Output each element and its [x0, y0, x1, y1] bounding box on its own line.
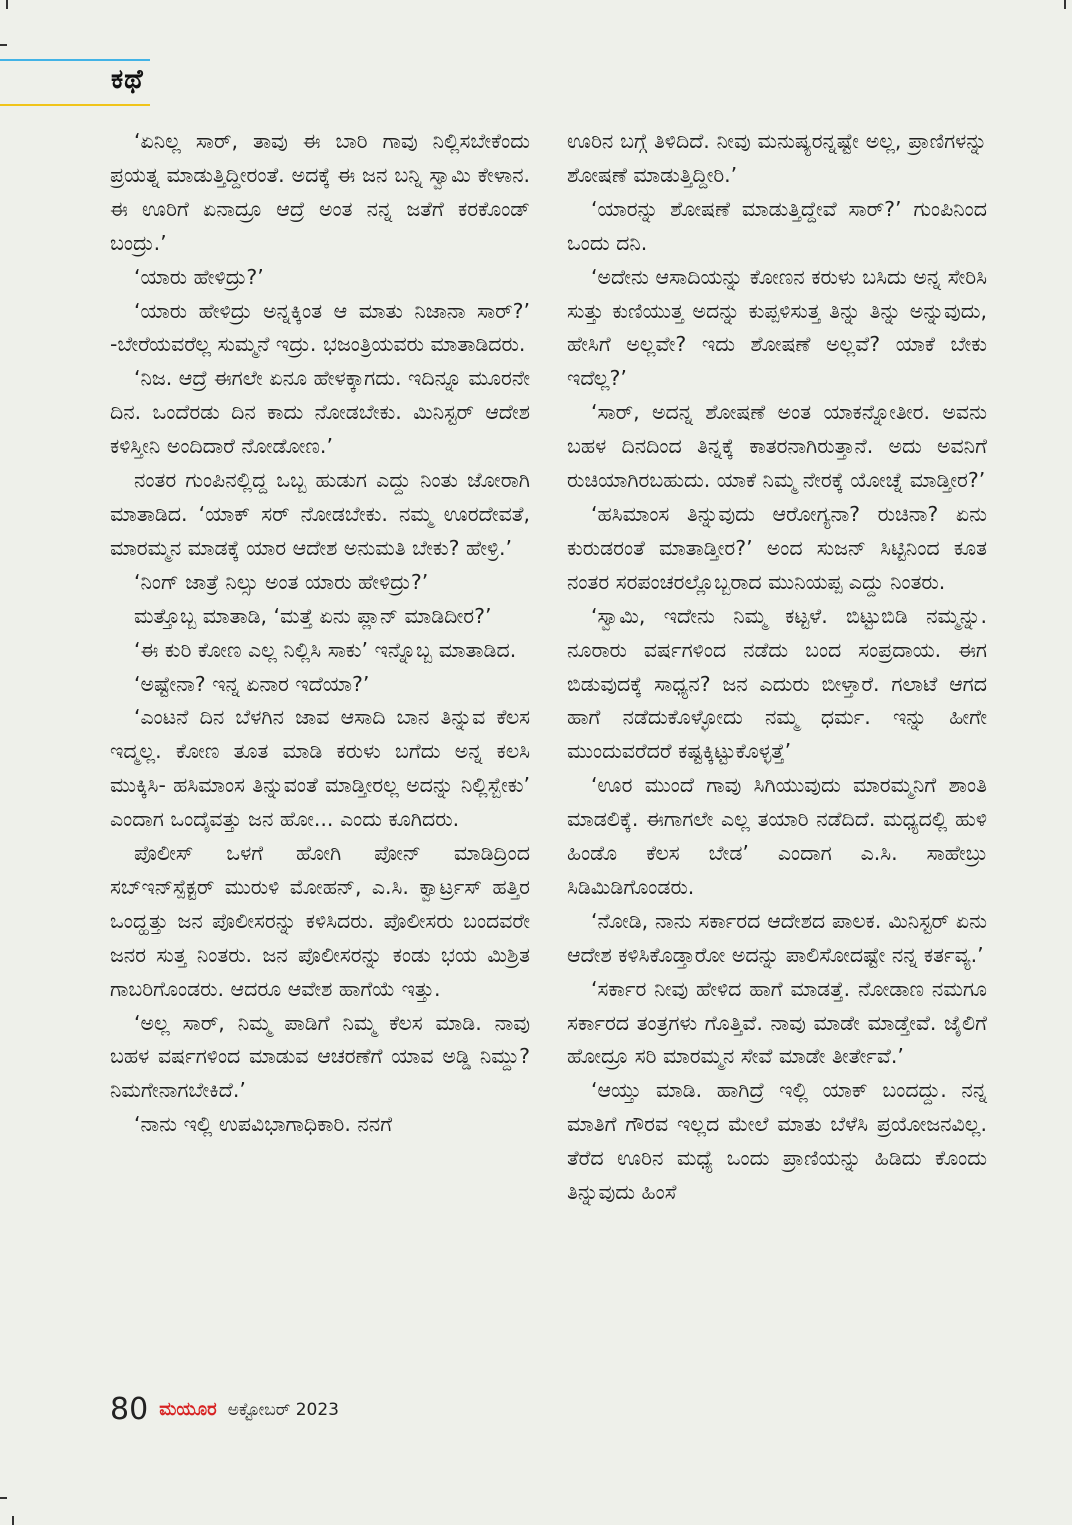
crop-mark-bottom-left	[12, 1516, 14, 1525]
paragraph: ‘ಅಲ್ಲ ಸಾರ್, ನಿಮ್ಮ ಪಾಡಿಗೆ ನಿಮ್ಮ ಕೆಲಸ ಮಾಡಿ. ನಾವು ಬಹಳ ವರ್ಷಗಳಿಂದ ಮಾಡುವ ಆಚರಣೆಗೆ ಯಾವ ಅಡ್ಡಿ ನಿಮ್ದು? ನಿಮಗೇನಾಗಬೇಕಿದೆ.’	[110, 1010, 530, 1103]
paragraph: ಪೊಲೀಸ್ ಒಳಗೆ ಹೋಗಿ ಪೋನ್ ಮಾಡಿದ್ರಿಂದ ಸಬ್‌ಇನ್‌ಸ್ಪೆಕ್ಟರ್ ಮುರುಳಿ ಮೋಹನ್, ಎ.ಸಿ. ಕ್ವಾರ್ಟ್ರಸ್ ಹತ್ತಿರ ಒಂದ್ಹತ್ತು ಜನ ಪೊಲೀಸರನ್ನು ಕಳಿಸಿದರು. ಪೊಲೀಸರು ಬಂದವರೇ ಜನರ ಸುತ್ತ ನಿಂತರು. ಜನ ಪೊಲೀಸರನ್ನು ಕಂಡು ಭಯ ಮಿಶ್ರಿತ ಗಾಬರಿಗೊಂಡರು. ಆದರೂ ಆವೇಶ ಹಾಗೆಯೆ ಇತ್ತು.	[110, 841, 530, 1001]
paragraph: ‘ನೋಡಿ, ನಾನು ಸರ್ಕಾರದ ಆದೇಶದ ಪಾಲಕ. ಮಿನಿಸ್ಟರ್ ಏನು ಆದೇಶ ಕಳಿಸಿಕೊಡ್ತಾರೋ ಅದನ್ನು ಪಾಲಿಸೋದಷ್ಟೇ ನನ್ನ ಕರ್ತವ್ಯ.’	[567, 908, 987, 967]
section-label: ಕಥೆ	[111, 64, 144, 95]
paragraph: ‘ಯಾರನ್ನು ಶೋಷಣೆ ಮಾಡುತ್ತಿದ್ದೇವೆ ಸಾರ್?’ ಗುಂಪಿನಿಂದ ಒಂದು ದನಿ.	[567, 196, 987, 255]
page-number: 80	[110, 1392, 149, 1427]
paragraph: ‘ಸಾರ್, ಅದನ್ನ ಶೋಷಣೆ ಅಂತ ಯಾಕನ್ನೋತೀರ. ಅವನು ಬಹಳ ದಿನದಿಂದ ತಿನ್ನಕ್ಕೆ ಕಾತರನಾಗಿರುತ್ತಾನೆ. ಅದು ಅವನಿಗೆ ರುಚಿಯಾಗಿರಬಹುದು. ಯಾಕೆ ನಿಮ್ಮ ನೇರಕ್ಕೆ ಯೋಚ್ನೆ ಮಾಡ್ತೀರ?’	[567, 400, 987, 493]
paragraph: ‘ಅಷ್ಟೇನಾ? ಇನ್ನ ಏನಾರ ಇದೆಯಾ?’	[134, 671, 370, 696]
crop-mark-top-left	[6, 0, 8, 9]
left-column	[110, 125, 530, 1142]
paragraph: ‘ಎಂಟನೆ ದಿನ ಬೆಳಗಿನ ಜಾವ ಆಸಾದಿ ಬಾನ ತಿನ್ನುವ ಕೆಲಸ ಇದ್ಮಲ್ಲ. ಕೋಣ ತೂತ ಮಾಡಿ ಕರುಳು ಬಗೆದು ಅನ್ನ ಕಲಸಿ ಮುಕ್ಕಿಸಿ- ಹಸಿಮಾಂಸ ತಿನ್ನುವಂತೆ ಮಾಡ್ತೀರಲ್ಲ ಅದನ್ನು ನಿಲ್ಲಿಸ್ಬೇಕು’ ಎಂದಾಗ ಒಂದೈವತ್ತು ಜನ ಹೋ... ಎಂದು ಕೂಗಿದರು.	[110, 705, 530, 832]
paragraph: ‘ಸ್ವಾಮಿ, ಇದೇನು ನಿಮ್ಮ ಕಟ್ಟಳೆ. ಬಿಟ್ಟುಬಿಡಿ ನಮ್ಮನ್ನು. ನೂರಾರು ವರ್ಷಗಳಿಂದ ನಡೆದು ಬಂದ ಸಂಪ್ರದಾಯ. ಈಗ ಬಿಡುವುದಕ್ಕೆ ಸಾಧ್ಯನ? ಜನ ಎದುರು ಬೀಳ್ತಾರೆ. ಗಲಾಟೆ ಆಗದ ಹಾಗೆ ನಡೆದುಕೊಳ್ಳೋದು ನಮ್ಮ ಧರ್ಮ. ಇನ್ನು ಹೀಗೇ ಮುಂದುವರೆದರೆ ಕಷ್ಟಕ್ಕಿಟ್ಟುಕೊಳ್ಳತ್ತೆ’	[567, 603, 987, 764]
right-column	[567, 125, 987, 1210]
paragraph: ‘ಹಸಿಮಾಂಸ ತಿನ್ನುವುದು ಆರೋಗ್ಯನಾ? ರುಚಿನಾ? ಏನು ಕುರುಡರಂತೆ ಮಾತಾಡ್ತೀರ?’ ಅಂದ ಸುಜನ್ ಸಿಟ್ಟಿನಿಂದ ಕೂತ ನಂತರ ಸರಪಂಚರಲ್ಲೊಬ್ಬರಾದ ಮುನಿಯಪ್ಪ ಎದ್ದು ನಿಂತರು.	[567, 501, 987, 594]
magazine-logo: ಮಯೂರ	[159, 1399, 217, 1420]
paragraph: ‘ಈ ಕುರಿ ಕೋಣ ಎಲ್ಲ ನಿಲ್ಲಿಸಿ ಸಾಕು’ ಇನ್ನೊಬ್ಬ ಮಾತಾಡಿದ.	[134, 637, 517, 662]
paragraph: ನಂತರ ಗುಂಪಿನಲ್ಲಿದ್ದ ಒಬ್ಬ ಹುಡುಗ ಎದ್ದು ನಿಂತು ಜೋರಾಗಿ ಮಾತಾಡಿದ. ‘ಯಾಕ್ ಸರ್ ನೋಡಬೇಕು. ನಮ್ಮ ಊರದೇವತೆ, ಮಾರಮ್ಮನ ಮಾಡಕ್ಕೆ ಯಾರ ಆದೇಶ ಅನುಮತಿ ಬೇಕು? ಹೇಳ್ರಿ.’	[110, 468, 530, 560]
paragraph: ‘ನಿಜ. ಆದ್ರೆ ಈಗಲೇ ಏನೂ ಹೇಳಕ್ಕಾಗದು. ಇದಿನ್ನೂ ಮೂರನೇ ದಿನ. ಒಂದೆರಡು ದಿನ ಕಾದು ನೋಡಬೇಕು. ಮಿನಿಸ್ಟರ್ ಆದೇಶ ಕಳಿಸ್ತೀನಿ ಅಂದಿದಾರೆ ನೋಡೋಣ.’	[110, 366, 530, 459]
paragraph: ‘ಊರ ಮುಂದೆ ಗಾವು ಸಿಗಿಯುವುದು ಮಾರಮ್ಮನಿಗೆ ಶಾಂತಿ ಮಾಡಲಿಕ್ಕೆ. ಈಗಾಗಲೇ ಎಲ್ಲ ತಯಾರಿ ನಡೆದಿದೆ. ಮಧ್ಯದಲ್ಲಿ ಹುಳಿ ಹಿಂಡೊ ಕೆಲಸ ಬೇಡ’ ಎಂದಾಗ ಎ.ಸಿ. ಸಾಹೇಬ್ರು ಸಿಡಿಮಿಡಿಗೊಂಡರು.	[567, 773, 987, 899]
section-rule-top	[0, 59, 150, 61]
crop-mark-top-right	[1064, 0, 1066, 9]
issue-date: ಅಕ್ಟೋಬರ್ 2023	[227, 1399, 339, 1420]
crop-mark-left-lower	[0, 1497, 7, 1499]
paragraph: ಮತ್ತೊಬ್ಬ ಮಾತಾಡಿ, ‘ಮತ್ತೆ ಏನು ಪ್ಲಾನ್ ಮಾಡಿದೀರ?’	[134, 603, 492, 628]
paragraph: ‘ಅದೇನು ಆಸಾದಿಯನ್ನು ಕೋಣನ ಕರುಳು ಬಸಿದು ಅನ್ನ ಸೇರಿಸಿ ಸುತ್ತು ಕುಣಿಯುತ್ತ ಅದನ್ನು ಕುಪ್ಪಳಿಸುತ್ತ ತಿನ್ನು ತಿನ್ನು ಅನ್ನುವುದು, ಹೇಸಿಗೆ ಅಲ್ಲವೇ? ಇದು ಶೋಷಣೆ ಅಲ್ಲವೆ? ಯಾಕೆ ಬೇಕು ಇದೆಲ್ಲ?’	[567, 264, 987, 391]
paragraph: ‘ಸರ್ಕಾರ ನೀವು ಹೇಳಿದ ಹಾಗೆ ಮಾಡತ್ತೆ. ನೋಡಾಣ ನಮಗೂ ಸರ್ಕಾರದ ತಂತ್ರಗಳು ಗೊತ್ತಿವೆ. ನಾವು ಮಾಡೇ ಮಾಡ್ತೇವೆ. ಜೈಲಿಗೆ ಹೋದ್ರೂ ಸರಿ ಮಾರಮ್ಮನ ಸೇವೆ ಮಾಡೇ ತೀರ್ತೇವೆ.’	[567, 976, 987, 1069]
paragraph: ಊರಿನ ಬಗ್ಗೆ ತಿಳಿದಿದೆ. ನೀವು ಮನುಷ್ಯರನ್ನಷ್ಟೇ ಅಲ್ಲ, ಪ್ರಾಣಿಗಳನ್ನು ಶೋಷಣೆ ಮಾಡುತ್ತಿದ್ದೀರಿ.’	[567, 129, 987, 187]
paragraph: ‘ನಾನು ಇಲ್ಲಿ ಉಪವಿಭಾಗಾಧಿಕಾರಿ. ನನಗೆ	[134, 1112, 393, 1137]
paragraph: ‘ಏನಿಲ್ಲ ಸಾರ್, ತಾವು ಈ ಬಾರಿ ಗಾವು ನಿಲ್ಲಿಸಬೇಕೆಂದು ಪ್ರಯತ್ನ ಮಾಡುತ್ತಿದ್ದೀರಂತೆ. ಅದಕ್ಕೆ ಈ ಜನ ಬನ್ನಿ ಸ್ವಾಮಿ ಕೇಳಾನ. ಈ ಊರಿಗೆ ಏನಾದ್ರೂ ಆದ್ರೆ ಅಂತ ನನ್ನ ಜತೆಗೆ ಕರಕೊಂಡ್ ಬಂದ್ರು.’	[110, 129, 530, 255]
crop-mark-left-upper	[0, 44, 7, 46]
paragraph: ‘ಯಾರು ಹೇಳಿದ್ರು?’	[134, 264, 264, 289]
paragraph: ‘ಯಾರು ಹೇಳಿದ್ರು ಅನ್ನಕ್ಕಿಂತ ಆ ಮಾತು ನಿಜಾನಾ ಸಾರ್?’ -ಬೇರೆಯವರೆಲ್ಲ ಸುಮ್ಮನೆ ಇದ್ರು. ಭಜಂತ್ರಿಯವರು ಮಾತಾಡಿದರು.	[110, 298, 530, 357]
paragraph: ‘ನಿಂಗ್ ಜಾತ್ರೆ ನಿಲ್ಸು ಅಂತ ಯಾರು ಹೇಳಿದ್ರು?’	[134, 569, 429, 594]
paragraph: ‘ಆಯ್ತು ಮಾಡಿ. ಹಾಗಿದ್ರೆ ಇಲ್ಲಿ ಯಾಕ್ ಬಂದದ್ದು. ನನ್ನ ಮಾತಿಗೆ ಗೌರವ ಇಲ್ಲದ ಮೇಲೆ ಮಾತು ಬೆಳೆಸಿ ಪ್ರಯೋಜನವಿಲ್ಲ. ತೆರೆದ ಊರಿನ ಮಧ್ಯೆ ಒಂದು ಪ್ರಾಣಿಯನ್ನು ಹಿಡಿದು ಕೊಂದು ತಿನ್ನುವುದು ಹಿಂಸೆ	[567, 1078, 987, 1205]
page-footer	[110, 1392, 339, 1432]
section-rule-bottom	[0, 104, 150, 106]
